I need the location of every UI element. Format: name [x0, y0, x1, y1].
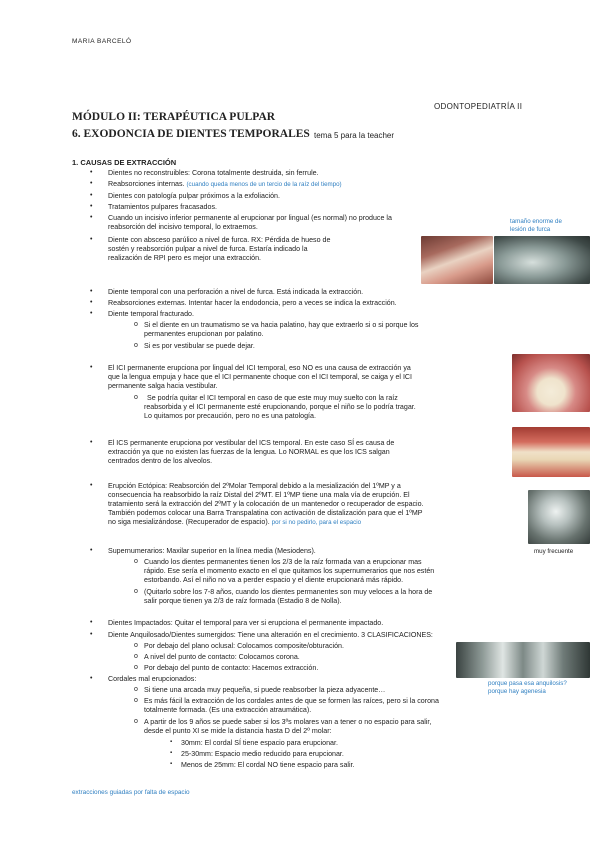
square-bullet-icon: ▪	[170, 739, 173, 745]
sub-bullet-icon: o	[134, 558, 138, 565]
list-item: El ICS permanente erupciona por vestibular del ICS temporal. En este caso SÍ es causa de	[108, 439, 395, 447]
sub-list-item-cont: Lo quitamos por precaución, pero no es una patología.	[144, 412, 316, 420]
square-bullet-icon: ▪	[170, 750, 173, 756]
square-bullet-icon: ▪	[170, 761, 173, 767]
sub-list-item: A nivel del punto de contacto: Colocamos corona.	[144, 653, 300, 661]
list-item: Diente temporal con una perforación a nivel de furca. Está indicada la extracción.	[108, 288, 364, 296]
bullet-icon: •	[90, 214, 93, 221]
sub-list-item: Es más fácil la extracción de los cordales antes de que se formen las raíces, pero si la corona	[144, 697, 439, 705]
list-item: El ICI permanente erupciona por lingual del ICI temporal, eso NO es una causa de extracción ya	[108, 364, 411, 372]
bullet-icon: •	[90, 180, 93, 187]
sub-bullet-icon: o	[134, 321, 138, 328]
sub-list-item-cont: rápido. Ese sería el momento exacto en el que quitamos los supernumerarios que nos estén	[144, 567, 435, 575]
margin-note-line: lesión de furca	[510, 226, 551, 233]
sub-list-item: Si es por vestibular se puede dejar.	[144, 342, 255, 350]
list-item: Cuando un incisivo inferior permanente al erupcionar por lingual (es normal) no produce la	[108, 214, 392, 222]
bullet-icon: •	[90, 619, 93, 626]
list-item-text: Reabsorciones internas.	[108, 180, 185, 188]
author-name: MARIA BARCELÓ	[72, 38, 132, 45]
handwritten-note: (cuando queda menos de un tercio de la raíz del tiempo)	[186, 181, 342, 188]
bullet-icon: •	[90, 310, 93, 317]
module-title: MÓDULO II: TERAPÉUTICA PULPAR	[72, 111, 276, 123]
margin-note-line: porque hay agenesia	[488, 688, 546, 695]
list-item	[108, 180, 342, 190]
list-item-text: no siga mesializándose. (Recuperador de espacio).	[108, 518, 270, 526]
bullet-icon: •	[90, 236, 93, 243]
margin-note-furca	[510, 218, 562, 234]
subject-title: ODONTOPEDIATRÍA II	[434, 102, 523, 111]
list-item-cont: tratamiento será la extracción del 2ºMT y la colocación de un mantenedor o recuperador de espacio.	[108, 500, 424, 508]
tema-note: tema 5 para la teacher	[314, 131, 395, 140]
bullet-icon: •	[90, 439, 93, 446]
section-title: 1. CAUSAS DE EXTRACCIÓN	[72, 158, 177, 167]
sub-list-item-cont: estorbando. Así el niño no va a perder espacio y el diente erupcionará más rápido.	[144, 576, 404, 584]
bullet-icon: •	[90, 288, 93, 295]
bullet-icon: •	[90, 675, 93, 682]
list-item: Tratamientos pulpares fracasados.	[108, 203, 217, 211]
list-item: Reabsorciones externas. Intentar hacer la endodoncia, pero a veces se indica la extracción.	[108, 299, 397, 307]
furca-radiograph	[494, 236, 590, 284]
list-item: Diente Anquilosado/Dientes sumergidos: Tiene una alteración en el crecimiento. 3 CLASIFICACIONES:	[108, 631, 433, 639]
sub-sub-list-item: 25-30mm: Espacio medio reducido para erupcionar.	[181, 750, 344, 758]
bullet-icon: •	[90, 192, 93, 199]
list-item-cont: extracción ya que no existen las fuerzas de la lengua. Lo NORMAL es que los ICS salgan	[108, 448, 390, 456]
sub-bullet-icon: o	[134, 718, 138, 725]
list-item-cont: realización de RPI pero es mejor una extracción.	[108, 254, 261, 262]
bullet-icon: •	[90, 169, 93, 176]
margin-note-line: tamaño enorme de	[510, 218, 562, 225]
ici-photo	[512, 354, 590, 412]
margin-note-ankylosis	[488, 680, 567, 696]
sub-list-item-cont: permanentes erupcionan por palatino.	[144, 330, 264, 338]
list-item-cont	[108, 518, 361, 528]
list-item-cont: permanente salga hacia vestibular.	[108, 382, 218, 390]
bullet-icon: •	[90, 364, 93, 371]
sub-bullet-icon: o	[134, 642, 138, 649]
list-item: Supernumerarios: Maxilar superior en la línea media (Mesiodens).	[108, 547, 316, 555]
ics-photo	[512, 427, 590, 477]
bullet-icon: •	[90, 631, 93, 638]
sub-list-item: A partir de los 9 años se puede saber si los 3ºs molares van a tener o no espacio para salir,	[144, 718, 432, 726]
sub-list-item-cont: totalmente formada. (Es una extracción atraumática).	[144, 706, 312, 714]
sub-list-item: Si tiene una arcada muy pequeña, si puede reabsorber la pieza adyacente…	[144, 686, 386, 694]
ankylosis-radiograph	[456, 642, 590, 678]
sub-sub-list-item: Menos de 25mm: El cordal NO tiene espacio para salir.	[181, 761, 355, 769]
sub-bullet-icon: o	[134, 697, 138, 704]
list-item: Dientes no reconstruibles: Corona totalmente destruida, sin ferrule.	[108, 169, 319, 177]
bullet-icon: •	[90, 482, 93, 489]
list-item: Dientes Impactados: Quitar el temporal para ver si erupciona el permanente impactado.	[108, 619, 384, 627]
list-item: Diente con absceso parúlico a nivel de furca. RX: Pérdida de hueso de	[108, 236, 331, 244]
sub-bullet-icon: o	[134, 664, 138, 671]
list-item-cont: centrados dentro de los alveolos.	[108, 457, 213, 465]
sub-list-item-cont: desde el punto XI se mide la distancia hasta D del 2º molar:	[144, 727, 332, 735]
list-item-cont: reabsorción del incisivo temporal, lo extraemos.	[108, 223, 258, 231]
list-item: Erupción Ectópica: Reabsorción del 2ºMolar Temporal debido a la mesialización del 1ºMP y a	[108, 482, 401, 490]
chapter-title: 6. EXODONCIA DE DIENTES TEMPORALES	[72, 128, 310, 140]
bullet-icon: •	[90, 203, 93, 210]
sub-bullet-icon: o	[134, 653, 138, 660]
bullet-icon: •	[90, 547, 93, 554]
list-item: Cordales mal erupcionados:	[108, 675, 197, 683]
sub-list-item-cont: salir porque tienen ya 2/3 de raíz formada (Estadio 8 de Nolla).	[144, 597, 342, 605]
handwritten-note: por si no pedirlo, para el espacio	[271, 519, 362, 526]
list-item-cont: que la lengua empuja y hace que el ICI permanente choque con el ICI temporal, se caiga y el ICI	[108, 373, 413, 381]
sub-list-item: (Quitarlo sobre los 7-8 años, cuando los dientes permanentes son muy veloces a la hora de	[144, 588, 433, 596]
sub-list-item: Se podría quitar el ICI temporal en caso de que este muy muy suelto con la raíz	[147, 394, 398, 402]
bullet-icon: •	[90, 299, 93, 306]
furca-photo	[421, 236, 493, 284]
sub-bullet-icon: o	[134, 588, 138, 595]
ectopic-radiograph	[528, 490, 590, 544]
sub-list-item: Si el diente en un traumatismo se va hacia palatino, hay que extraerlo si o si porque los	[144, 321, 419, 329]
sub-sub-list-item: 30mm: El cordal SÍ tiene espacio para erupcionar.	[181, 739, 338, 747]
list-item-cont: sostén y reabsorción pulpar a nivel de furca. Estaría indicado la	[108, 245, 308, 253]
sub-bullet-icon: o	[134, 342, 138, 349]
list-item: Diente temporal fracturado.	[108, 310, 194, 318]
list-item-cont: También podemos colocar una Barra Transpalatina con activación de distalización para que el 1ºMP	[108, 509, 423, 517]
margin-note-line: porque pasa esa anquilosis?	[488, 680, 567, 687]
sub-bullet-icon: o	[134, 686, 138, 693]
sub-list-item: Cuando los dientes permanentes tienen los 2/3 de la raíz formada van a erupcionar mas	[144, 558, 422, 566]
list-item-cont: consecuencia ha reabsorbido la raíz Distal del 2ºMT. El 1ºMP tiene una mala vía de erupción. El	[108, 491, 410, 499]
list-item: Dientes con patología pulpar próximos a la exfoliación.	[108, 192, 280, 200]
sub-list-item: Por debajo del plano oclusal: Colocamos composite/obturación.	[144, 642, 344, 650]
footnote: extracciones guiadas por falta de espacio	[72, 789, 190, 796]
sub-list-item-cont: reabsorbida y el ICI permanente esté erupcionando, porque el niño se lo podría tragar.	[144, 403, 416, 411]
sub-list-item: Por debajo del punto de contacto: Hacemos extracción.	[144, 664, 319, 672]
sub-bullet-icon: o	[134, 394, 138, 401]
margin-note-frequent: muy frecuente	[534, 548, 574, 555]
